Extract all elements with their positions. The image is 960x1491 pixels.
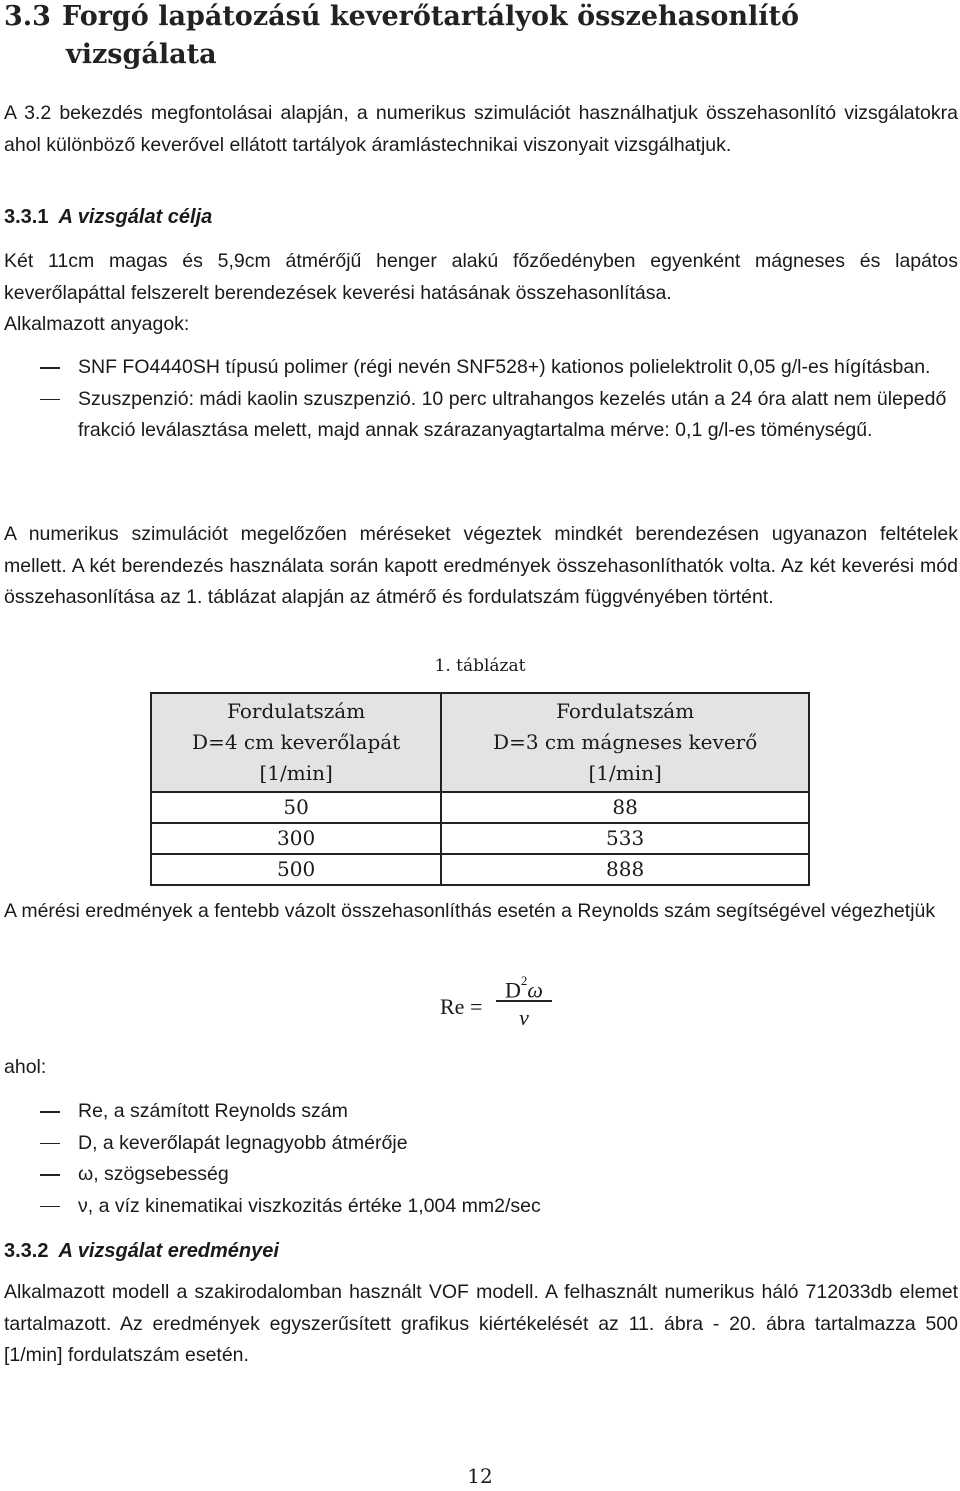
dash-bullet bbox=[40, 1174, 60, 1176]
table-row: 50 88 bbox=[151, 792, 809, 823]
subsection-2-number: 3.3.2 bbox=[4, 1240, 49, 1262]
table-row: 300 533 bbox=[151, 823, 809, 854]
formula-fraction: $D^2\omega$ ν bbox=[496, 970, 552, 1034]
list-item: Re, a számított Reynolds szám bbox=[4, 1096, 958, 1128]
table-header-row bbox=[151, 693, 809, 792]
table-row: 500 888 bbox=[151, 854, 809, 885]
rpm-table bbox=[150, 692, 810, 886]
list-item: D, a keverőlapát legnagyobb átmérője bbox=[4, 1128, 958, 1160]
subsection-heading-1 bbox=[4, 203, 212, 231]
purpose-paragraph: Két 11cm magas és 5,9cm átmérőjű henger alakú főzőedényben egyenként mágneses és lapátos keverőlapáttal felszerelt berendezések keverési hatásának összehasonlítása. bbox=[4, 250, 958, 304]
section-number: 3.3 bbox=[4, 1, 51, 32]
dash-bullet bbox=[40, 1111, 60, 1113]
dash-bullet bbox=[40, 399, 60, 401]
list-item: Szuszpenzió: mádi kaolin szuszpenzió. 10 perc ultrahangos kezelés után a 24 óra alatt nem ülepedő frakció leválasztása melett, majd annak szárazanyagtartalma mérve: 0,1 g/l-es töménységű. bbox=[4, 384, 958, 447]
section-heading bbox=[4, 0, 944, 74]
table-caption: 1. táblázat bbox=[434, 656, 526, 676]
subsection-1-title: A vizsgálat célja bbox=[58, 206, 213, 228]
section-title-line1: Forgó lapátozású keverőtartályok összehasonlító bbox=[62, 1, 799, 32]
subsection-2-title: A vizsgálat eredményei bbox=[58, 1240, 279, 1262]
measurement-paragraph: A numerikus szimulációt megelőzően méréseket végeztek mindkét berendezésen ugyanazon feltételek mellett. A két berendezés használata során kapott eredmények összehasonlíthatók volta. Az két keverési mód összehasonlítása az 1. táblázat alapján az átmérő és fordulatszám függvényében történt. bbox=[4, 523, 958, 608]
where-label: ahol: bbox=[4, 1056, 47, 1078]
materials-list bbox=[4, 352, 958, 447]
header-cell-2: Fordulatszám D=3 cm mágneses keverő [1/min] bbox=[441, 693, 809, 792]
dash-bullet bbox=[40, 367, 60, 369]
materials-label: Alkalmazott anyagok: bbox=[4, 313, 190, 335]
subsection-heading-2 bbox=[4, 1237, 279, 1265]
dash-bullet bbox=[40, 1206, 60, 1208]
list-item: ν, a víz kinematikai viszkozitás értéke 1,004 mm2/sec bbox=[4, 1191, 958, 1223]
definitions-list bbox=[4, 1096, 958, 1222]
list-item: SNF FO4440SH típusú polimer (régi nevén SNF528+) kationos polielektrolit 0,05 g/l-es hígításban. bbox=[4, 352, 958, 384]
section-title-line2: vizsgálata bbox=[66, 39, 217, 70]
document-page: 3.3 Forgó lapátozású keverőtartályok összehasonlító vizsgálata A 3.2 bekezdés megfontolásai alapján, a numerikus szimulációt használhatjuk összehasonlító vizsgálatokra ahol különböző keverővel ellátott tartályok áramlástechnikai viszonyait vizsgálhatjuk. 3.3.1 A vizsgálat célja Két 11cm magas és 5,9cm átmérőjű henger alakú főzőedényben egyenként mágneses és lapátos keverőlapáttal felszerelt berendezések keverési hatásának összehasonlítása. Alkalmazott anyagok: SNF FO4440SH típusú polimer (régi nevén SNF528+) kationos polielektrolit 0,05 g/l-es hígításban. Szuszpenzió: mádi kaolin szuszpenzió. 10 perc ultrahangos kezelés után a 24 óra alatt nem ülepedő frakció leválasztása melett, majd annak szárazanyagtartalma mérve: 0,1 g/l-es töménységű. A numerikus szimulációt megelőzően méréseket végeztek mindkét berendezésen ugyanazon feltételek mellett. A két berendezés használata során kapott eredmények összehasonlíthatók volta. Az két keverési mód összehasonlítása az 1. táblázat alapján az átmérő és fordulatszám függvényében történt. 1. táblázat Fordulatszám D=4 cm keverőlapát [1/min] Fordulatszám D=3 cm mágneses keverő [1/min] 50 88 300 533 500 888 A mérési eredmények a fentebb vázolt összehasonlíthás esetén a Reynolds szám segítségével végezhetjük Re = $D^2\omega$ ν ahol: Re, a számított Reynolds szám D, a keverőlapát legnagyobb átmérője ω, szögsebesség ν, a víz kinematikai viszkozitás értéke 1,004 mm2/sec 3.3.2 A vizsgálat eredményei Alkalmazott modell a szakirodalomban használt VOF modell. A felhasznált numerikus háló 712033db elemet tartalmazott. Az eredmények egyszerűsített grafikus kiértékelését az 11. ábra - 20. ábra tartalmazza 500 [1/min] fordulatszám esetén. 12 bbox=[0, 0, 960, 1491]
dash-bullet bbox=[40, 1143, 60, 1145]
subsection-1-number: 3.3.1 bbox=[4, 206, 49, 228]
list-item: ω, szögsebesség bbox=[4, 1159, 958, 1191]
header-cell-1: Fordulatszám D=4 cm keverőlapát [1/min] bbox=[151, 693, 441, 792]
intro-paragraph: A 3.2 bekezdés megfontolásai alapján, a numerikus szimulációt használhatjuk összehasonlító vizsgálatokra ahol különböző keverővel ellátott tartályok áramlástechnikai viszonyait vizsgálhatjuk. bbox=[4, 102, 958, 156]
reynolds-paragraph: A mérési eredmények a fentebb vázolt összehasonlíthás esetén a Reynolds szám segítségével végezhetjük bbox=[4, 900, 936, 922]
results-paragraph: Alkalmazott modell a szakirodalomban használt VOF modell. A felhasznált numerikus háló 712033db elemet tartalmazott. Az eredmények egyszerűsített grafikus kiértékelését az 11. ábra - 20. ábra tartalmazza 500 [1/min] fordulatszám esetén. bbox=[4, 1281, 958, 1366]
page-number: 12 bbox=[467, 1464, 493, 1488]
